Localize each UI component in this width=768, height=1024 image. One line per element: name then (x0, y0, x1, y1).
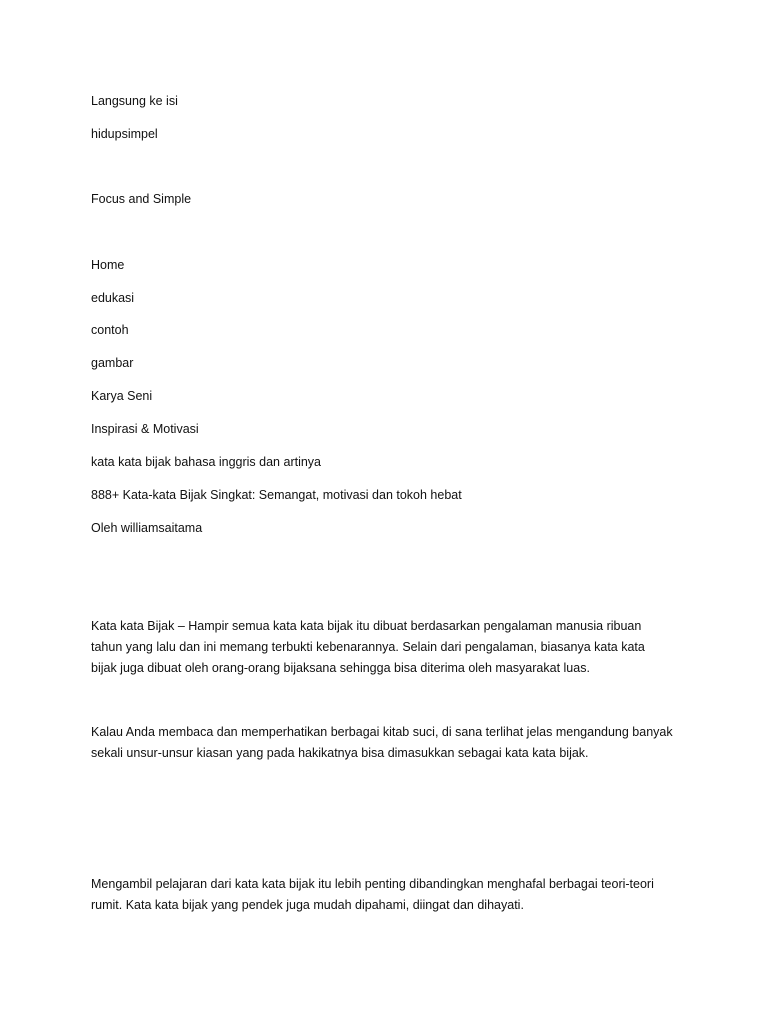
article-paragraph (91, 722, 691, 764)
nav-item-edukasi[interactable]: edukasi (91, 291, 135, 305)
article-paragraph (91, 616, 691, 679)
paragraph-line: sekali unsur-unsur kiasan yang pada hakikatnya bisa dimasukkan sebagai kata kata bijak. (91, 746, 589, 760)
site-tagline: Focus and Simple (91, 192, 192, 206)
nav-item-gambar[interactable]: gambar (91, 356, 134, 370)
paragraph-line: Mengambil pelajaran dari kata kata bijak itu lebih penting dibandingkan menghafal berbagai teori-teori (91, 877, 654, 891)
nav-item-contoh[interactable]: contoh (91, 323, 129, 337)
paragraph-line: bijak juga dibuat oleh orang-orang bijaksana sehingga bisa diterima oleh masyarakat luas. (91, 661, 590, 675)
article-paragraph (91, 874, 691, 916)
site-name-link[interactable]: hidupsimpel (91, 127, 158, 141)
paragraph-line: Kata kata Bijak – Hampir semua kata kata bijak itu dibuat berdasarkan pengalaman manusia ribuan (91, 619, 642, 633)
article-byline: Oleh williamsaitama (91, 521, 203, 535)
skip-to-content-link[interactable]: Langsung ke isi (91, 94, 178, 108)
paragraph-line: rumit. Kata kata bijak yang pendek juga mudah dipahami, diingat dan dihayati. (91, 898, 524, 912)
paragraph-line: Kalau Anda membaca dan memperhatikan berbagai kitab suci, di sana terlihat jelas mengandung banyak (91, 725, 673, 739)
nav-item-inspirasi-motivasi[interactable]: Inspirasi & Motivasi (91, 422, 199, 436)
nav-item-home[interactable]: Home (91, 258, 125, 272)
nav-item-karya-seni[interactable]: Karya Seni (91, 389, 153, 403)
nav-item-kata-kata-bijak-inggris[interactable]: kata kata bijak bahasa inggris dan artinya (91, 455, 322, 469)
paragraph-line: tahun yang lalu dan ini memang terbukti kebenarannya. Selain dari pengalaman, biasanya kata kata (91, 640, 645, 654)
article-title: 888+ Kata-kata Bijak Singkat: Semangat, motivasi dan tokoh hebat (91, 488, 462, 502)
